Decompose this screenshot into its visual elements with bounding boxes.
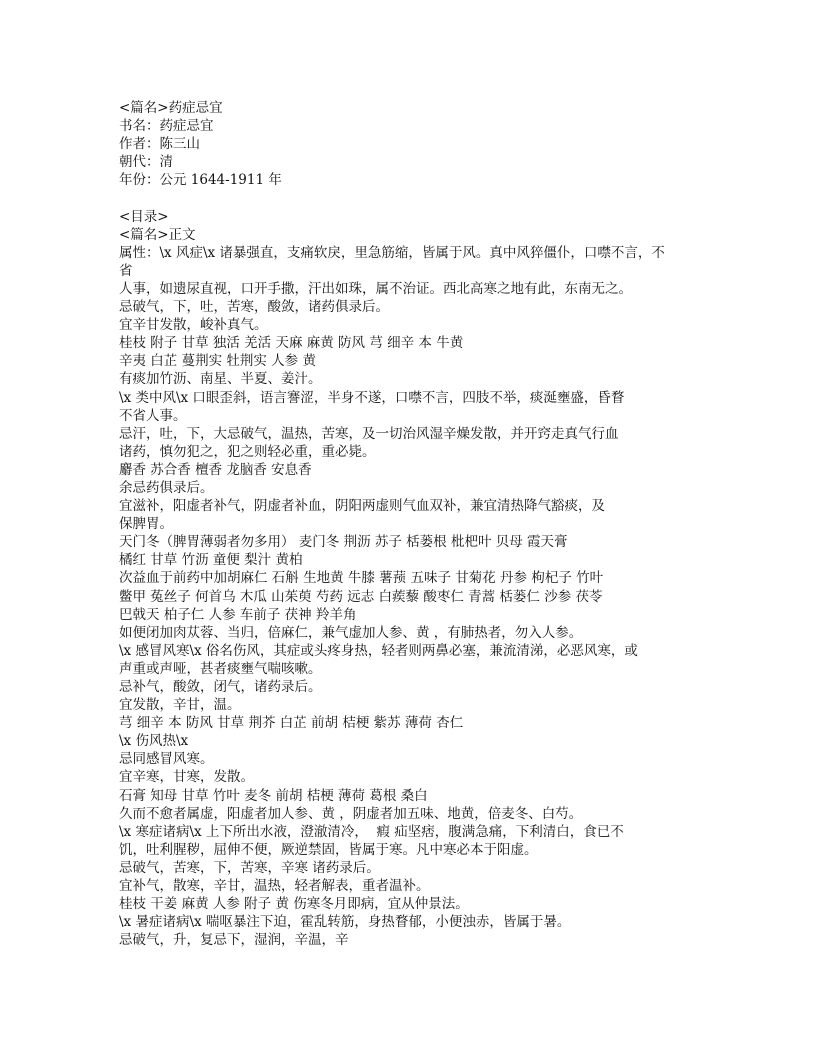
- body-text: [119, 244, 709, 950]
- body-line: \x 类中风\x 口眼歪斜，语言謇涩，半身不遂，口噤不言，四肢不举，痰涎壅盛，昏瞀: [119, 389, 625, 406]
- body-line: 诸药，慎勿犯之，犯之则轻必重，重必毙。: [119, 443, 376, 460]
- body-line: 巴戟天 柏子仁 人参 车前子 茯神 羚羊角: [119, 606, 357, 623]
- chapter-tag: <篇名>药症忌宜: [119, 100, 223, 116]
- body-line: 次益血于前药中加胡麻仁 石斛 生地黄 牛膝 薯蓣 五味子 甘菊花 丹参 枸杞子 竹叶: [119, 570, 604, 587]
- document-page: [119, 99, 709, 949]
- body-line: 属性：\x 风症\x 诸暴强直，支痛软戾，里急筋缩，皆属于风。真中风猝僵仆，口噤不言，不: [119, 244, 665, 261]
- body-line: 忌同感冒风寒。: [119, 751, 214, 768]
- body-line: 宜补气，散寒，辛甘，温热，轻者解表，重者温补。: [119, 878, 430, 895]
- body-line: 宜发散，辛甘，温。: [119, 697, 241, 714]
- body-line: 天门冬（脾胃薄弱者勿多用） 麦门冬 荆沥 苏子 栝蒌根 枇杷叶 贝母 霞天膏: [119, 534, 568, 551]
- body-line: 忌汗，吐，下，大忌破气，温热，苦寒，及一切治风湿辛燥发散，并开窍走真气行血: [119, 425, 619, 442]
- author: 作者：陈三山: [119, 136, 200, 153]
- body-line: 辛夷 白芷 蔓荆实 牡荆实 人参 黄: [119, 353, 316, 370]
- book-name: 书名：药症忌宜: [119, 118, 214, 135]
- body-line: 如便闭加肉苁蓉、当归，倍麻仁，兼气虚加人参、黄 ，有肺热者，勿入人参。: [119, 624, 583, 641]
- body-line: 保脾胃。: [119, 516, 173, 533]
- year: 年份：公元 1644-1911 年: [119, 172, 282, 189]
- dynasty: 朝代：清: [119, 154, 173, 171]
- body-line: \x 暑症诸病\x 喘呕暴注下迫，霍乱转筋，身热瞀郁，小便浊赤，皆属于暑。: [119, 914, 571, 931]
- body-line: 桂枝 附子 甘草 独活 羌活 天麻 麻黄 防风 芎 细辛 本 牛黄: [119, 335, 464, 352]
- toc-chapter: <篇名>正文: [119, 226, 196, 243]
- body-line: 饥，吐利腥秽，屈伸不便，厥逆禁固，皆属于寒。凡中寒必本于阳虚。: [119, 841, 538, 858]
- body-line: 鳖甲 菟丝子 何首乌 木瓜 山茱萸 芍药 远志 白蒺藜 酸枣仁 青蒿 栝蒌仁 沙参 茯苓: [119, 588, 603, 605]
- body-line: 余忌药俱录后。: [119, 479, 214, 496]
- body-line: 不省人事。: [119, 407, 187, 424]
- body-line: 声重或声哑，甚者痰壅气喘咳嗽。: [119, 660, 322, 677]
- body-line: 久而不愈者属虚，阳虚者加人参、黄 ，阴虚者加五味、地黄，倍麦冬、白芍。: [119, 805, 583, 822]
- body-line: 橘红 甘草 竹沥 童便 梨汁 黄柏: [119, 552, 303, 569]
- body-line: \x 寒症诸病\x 上下所出水液，澄澈清冷， 瘕 疝坚痞，腹满急痛，下利清白，食已不: [119, 823, 624, 840]
- body-line: 人事，如遗尿直视，口开手撒，汗出如珠，属不治证。西北高寒之地有此，东南无之。: [119, 280, 632, 297]
- body-line: 有痰加竹沥、南星、半夏、姜汁。: [119, 371, 322, 388]
- body-line: 麝香 苏合香 檀香 龙脑香 安息香: [119, 461, 312, 478]
- body-line: 忌补气，酸敛，闭气，诸药录后。: [119, 679, 322, 695]
- body-line: 宜辛甘发散，峻补真气。: [119, 317, 268, 334]
- body-line: \x 伤风热\x: [119, 733, 189, 750]
- toc-label: <目录>: [119, 208, 169, 225]
- body-line: \x 感冒风寒\x 俗名伤风，其症或头疼身热，轻者则两鼻必塞，兼流清涕，必恶风寒，或: [119, 642, 638, 659]
- body-line: 芎 细辛 本 防风 甘草 荆芥 白芷 前胡 桔梗 紫苏 薄荷 杏仁: [119, 715, 464, 732]
- body-line: 石膏 知母 甘草 竹叶 麦冬 前胡 桔梗 薄荷 葛根 桑白: [119, 787, 428, 804]
- blank-line: [119, 189, 709, 207]
- body-line: 忌破气，下，吐，苦寒，酸敛，诸药俱录后。: [119, 299, 389, 316]
- body-line: 忌破气，苦寒，下，苦寒，辛寒 诸药录后。: [119, 859, 380, 876]
- body-line: 桂枝 干姜 麻黄 人参 附子 黄 伤寒冬月即病，宜从仲景法。: [119, 896, 469, 913]
- body-line: 宜辛寒，甘寒，发散。: [119, 769, 254, 786]
- body-line: 省: [119, 262, 133, 279]
- body-line: 忌破气，升，复忌下，湿润，辛温，辛: [119, 932, 349, 949]
- body-line: 宜滋补，阳虚者补气，阴虚者补血，阴阳两虚则气血双补，兼宜清热降气豁痰，及: [119, 498, 605, 515]
